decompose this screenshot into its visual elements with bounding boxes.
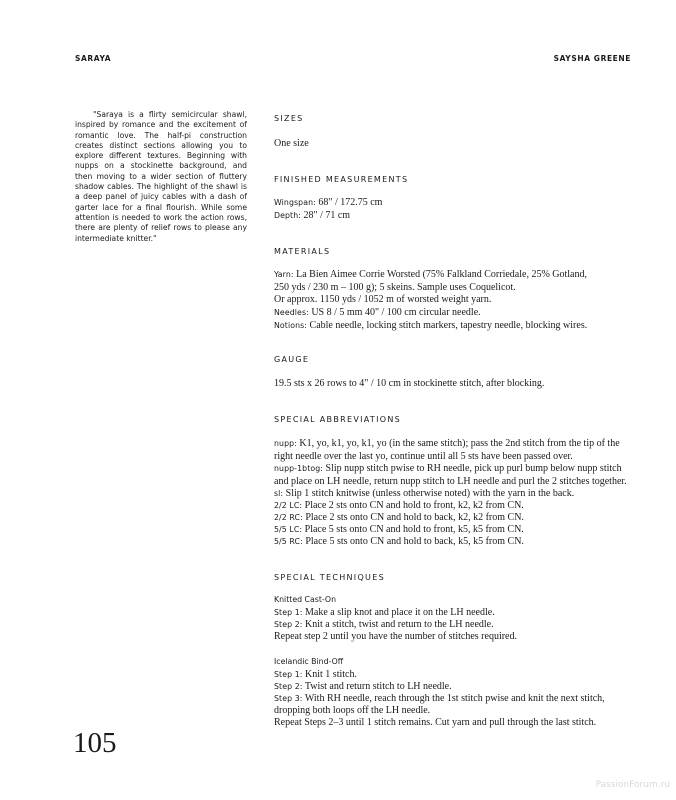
notions-label: Notions: [274,321,308,330]
abbr-nupp-label: nupp: [274,439,297,448]
abbr-nupp-text-1: K1, yo, k1, yo, k1, yo (in the same stitch); pass the 2nd stitch from the tip of the [296,438,620,449]
knitted-step-1-label: Step 1: [274,608,303,617]
abbr-sl-label: sl: [274,489,284,498]
depth-line [274,209,350,222]
icelandic-step-1-text: Knit 1 stitch. [302,669,357,680]
icelandic-repeat-line: Repeat Steps 2–3 until 1 stitch remains. Cut yarn and pull through the last stitch. [274,717,597,728]
gauge-heading: GAUGE [274,355,310,364]
abbr-nupptog-label: nupp-1btog: [274,464,324,473]
wingspan-line [274,196,382,209]
header-designer-name: SAYSHA GREENE [553,54,631,63]
icelandic-step-3-text-1: With RH needle, reach through the 1st stitch pwise and knit the next stitch, [302,693,605,704]
header-pattern-title: SARAYA [75,54,112,63]
abbr-nupptog-text-1: Slip nupp stitch pwise to RH needle, pick up purl bump below nupp stitch [323,463,622,474]
abbr-5-5-rc-line [274,535,524,548]
abbr-sl-text: Slip 1 stitch knitwise (unless otherwise noted) with the yarn in the back. [283,488,575,499]
abbr-2-2-rc-label: 2/2 RC: [274,513,303,522]
yarn-label: Yarn: [274,270,294,279]
abbr-5-5-lc-label: 5/5 LC: [274,525,303,534]
abbr-2-2-lc-text: Place 2 sts onto CN and hold to front, k2, k2 from CN. [302,500,524,511]
sizes-text: One size [274,138,309,149]
abbr-5-5-rc-label: 5/5 RC: [274,537,303,546]
gauge-text: 19.5 sts x 26 rows to 4" / 10 cm in stockinette stitch, after blocking. [274,378,545,389]
yarn-line-3: Or approx. 1150 yds / 1052 m of worsted weight yarn. [274,294,492,305]
yarn-text-1: La Bien Aimee Corrie Worsted (75% Falkland Corriedale, 25% Gotland, [293,269,587,280]
knitted-step-1-text: Make a slip knot and place it on the LH needle. [302,607,495,618]
knitted-cast-on-heading: Knitted Cast-On [274,595,337,604]
abbr-nupptog-line-2: and place on LH needle, return nupp stitch to LH needle and purl the 2 stitches together. [274,476,627,487]
needles-text: US 8 / 5 mm 40" / 100 cm circular needle. [308,307,481,318]
yarn-line-1 [274,268,587,281]
depth-value: 28" / 71 cm [300,210,351,221]
sizes-heading: SIZES [274,114,304,123]
abbr-2-2-lc-label: 2/2 LC: [274,501,303,510]
notions-line [274,319,587,332]
icelandic-step-3-line-2: dropping both loops off the LH needle. [274,705,431,716]
icelandic-step-2-label: Step 2: [274,682,303,691]
abbr-nupp-line-2: right needle over the last yo, continue until all 5 sts have been passed over. [274,451,573,462]
icelandic-step-3-label: Step 3: [274,694,303,703]
page-number: 105 [73,727,117,759]
abbr-nupp-line-1 [274,437,620,450]
techniques-heading: SPECIAL TECHNIQUES [274,573,385,582]
knitted-repeat-line: Repeat step 2 until you have the number of stitches required. [274,631,517,642]
wingspan-value: 68" / 172.75 cm [315,197,383,208]
icelandic-bind-off-heading: Icelandic Bind-Off [274,657,344,666]
knitted-step-2-label: Step 2: [274,620,303,629]
abbr-nupptog-line-1 [274,462,622,475]
needles-label: Needles: [274,308,309,317]
wingspan-label: Wingspan: [274,198,316,207]
icelandic-step-1-label: Step 1: [274,670,303,679]
notions-text: Cable needle, locking stitch markers, tapestry needle, blocking wires. [307,320,588,331]
needles-line [274,306,481,319]
designer-quote: "Saraya is a flirty semicircular shawl, inspired by romance and the excitement of romantic love. The half-pi construction creates distinct sections allowing you to explore different textures. Beginning with nupps on a stockinette background, and then moving to a wider section of fluttery shadow cables. The highlight of the shawl is a deep panel of juicy cables with a dash of garter lace for a final flourish. While some attention is needed to work the action rows, there are plenty of relief rows to please any intermediate knitter." [75,110,247,243]
icelandic-step-2-text: Twist and return stitch to LH needle. [302,681,452,692]
materials-heading: MATERIALS [274,247,331,256]
watermark: PassionForum.ru [595,780,670,790]
abbr-2-2-rc-text: Place 2 sts onto CN and hold to back, k2, k2 from CN. [302,512,524,523]
knitted-step-2-text: Knit a stitch, twist and return to the LH needle. [302,619,494,630]
depth-label: Depth: [274,211,301,220]
abbreviations-heading: SPECIAL ABBREVIATIONS [274,415,402,424]
finished-measurements-heading: FINISHED MEASUREMENTS [274,175,409,184]
abbr-5-5-rc-text: Place 5 sts onto CN and hold to back, k5, k5 from CN. [302,536,524,547]
yarn-line-2: 250 yds / 230 m – 100 g); 5 skeins. Sample uses Coquelicot. [274,282,516,293]
abbr-5-5-lc-text: Place 5 sts onto CN and hold to front, k5, k5 from CN. [302,524,524,535]
